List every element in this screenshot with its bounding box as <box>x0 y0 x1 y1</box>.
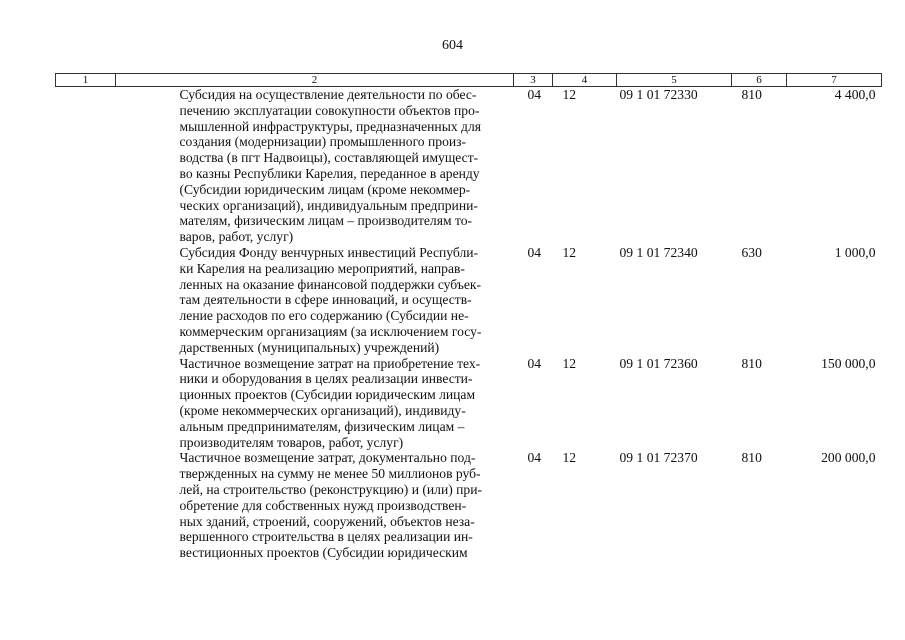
description-line: вестиционных проектов (Субсидии юридическим <box>179 545 468 561</box>
description-line: ленных на оказание финансовой поддержки субъек- <box>179 276 482 292</box>
row-subsection-code: 12 <box>562 355 577 371</box>
row-amount: 1 000,0 <box>834 244 876 260</box>
description-line: мателям, физическим лицам – производителям то- <box>179 213 473 229</box>
description-line: (Субсидии юридическим лицам (кроме некоммер- <box>179 181 471 197</box>
row-col-1 <box>56 245 116 356</box>
header-col-6: 6 <box>732 74 787 87</box>
row-target-code: 09 1 01 72370 <box>619 450 698 466</box>
row-target-code: 09 1 01 72360 <box>619 355 698 371</box>
description-line: (кроме некоммерческих организаций), индивиду- <box>179 402 466 418</box>
row-section-code: 04 <box>527 244 542 260</box>
row-subsection-code: 12 <box>562 87 577 102</box>
table-row <box>56 87 882 245</box>
row-col-1 <box>56 356 116 451</box>
description-line: ных зданий, строений, сооружений, объектов неза- <box>179 513 475 529</box>
row-target-code: 09 1 01 72330 <box>619 87 698 102</box>
table-body <box>56 87 882 561</box>
description-line: коммерческим организациям (за исключением госу- <box>179 323 482 339</box>
description-line: дарственных (муниципальных) учреждений) <box>179 339 440 355</box>
description-line: обретение для собственных нужд производствен- <box>179 497 467 513</box>
description-line: твержденных на сумму не менее 50 миллионов руб- <box>179 466 481 482</box>
row-amount: 150 000,0 <box>821 355 876 371</box>
row-description <box>116 245 514 356</box>
description-line: ники и оборудования в целях реализации инвести- <box>179 371 473 387</box>
row-expense-type: 810 <box>741 355 762 371</box>
row-section-code: 04 <box>527 87 542 102</box>
row-col-1 <box>56 450 116 561</box>
page-number: 604 <box>442 38 463 53</box>
header-col-5: 5 <box>617 74 732 87</box>
description-line: Субсидия Фонду венчурных инвестиций Республи- <box>179 244 479 260</box>
row-section-code: 04 <box>527 355 542 371</box>
row-col-1 <box>56 87 116 245</box>
description-line: Субсидия на осуществление деятельности по обес- <box>179 87 477 102</box>
header-col-2: 2 <box>116 74 514 87</box>
row-description <box>116 87 514 245</box>
description-line: печению эксплуатации совокупности объектов про- <box>179 102 480 118</box>
description-line: Частичное возмещение затрат на приобретение тех- <box>179 355 481 371</box>
description-line: ческих организаций), индивидуальным предприни- <box>179 197 478 213</box>
header-col-3: 3 <box>514 74 553 87</box>
table-row <box>56 245 882 356</box>
description-line: там деятельности в сфере инноваций, и осуществ- <box>179 292 472 308</box>
row-description <box>116 450 514 561</box>
description-line: варов, работ, услуг) <box>179 229 294 245</box>
description-line: ционных проектов (Субсидии юридическим лицам <box>179 387 476 403</box>
header-row <box>56 74 882 87</box>
row-subsection-code: 12 <box>562 450 577 466</box>
row-expense-type: 630 <box>741 244 762 260</box>
header-col-7: 7 <box>787 74 882 87</box>
row-expense-type: 810 <box>741 450 762 466</box>
table-row <box>56 356 882 451</box>
description-line: альным предпринимателям, физическим лицам – <box>179 418 465 434</box>
row-amount: 200 000,0 <box>821 450 876 466</box>
description-line: производителям товаров, работ, услуг) <box>179 434 404 450</box>
row-section-code: 04 <box>527 450 542 466</box>
row-amount: 4 400,0 <box>834 87 876 102</box>
description-line: создания (модернизации) промышленного произ- <box>179 134 467 150</box>
table-row <box>56 450 882 561</box>
row-subsection-code: 12 <box>562 244 577 260</box>
description-line: ление расходов по его содержанию (Субсидии не- <box>179 308 469 324</box>
description-line: мышленной инфраструктуры, предназначенных для <box>179 118 481 134</box>
row-target-code: 09 1 01 72340 <box>619 244 698 260</box>
row-description <box>116 356 514 451</box>
header-col-4: 4 <box>553 74 617 87</box>
row-expense-type: 810 <box>741 87 762 102</box>
description-line: ки Карелия на реализацию мероприятий, направ- <box>179 260 465 276</box>
description-line: Частичное возмещение затрат, документально под- <box>179 450 476 466</box>
table-header <box>56 74 882 87</box>
description-line: во казны Республики Карелия, переданное в аренду <box>179 165 480 181</box>
description-line: лей, на строительство (реконструкцию) и (или) при- <box>179 481 483 497</box>
description-line: вершенного строительства в целях реализации ин- <box>179 529 473 545</box>
budget-table <box>55 73 882 561</box>
description-line: водства (в пгт Надвоицы), составляющей имущест- <box>179 150 479 166</box>
header-col-1: 1 <box>56 74 116 87</box>
